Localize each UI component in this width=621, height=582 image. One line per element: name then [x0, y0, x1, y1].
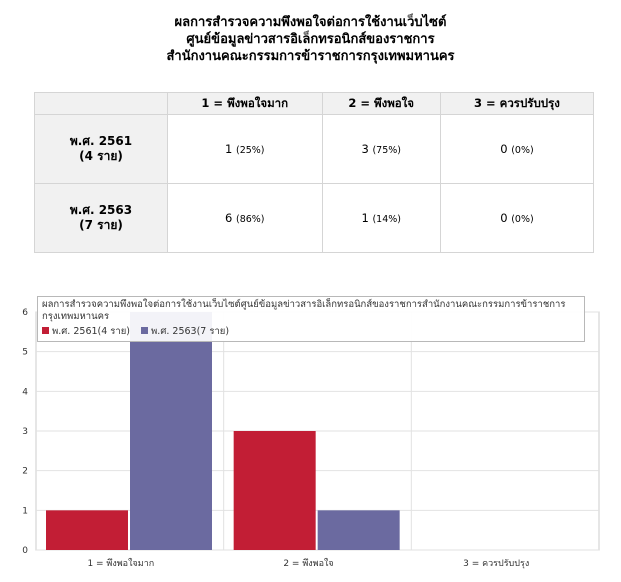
- y-tick-label: 4: [22, 387, 28, 398]
- table-row: [35, 115, 594, 184]
- table-cell: [168, 184, 323, 253]
- cell-value: 1: [361, 211, 369, 225]
- y-tick-label: 1: [22, 506, 28, 517]
- cell-percent: (0%): [511, 145, 534, 156]
- table-header-cell: 1 = พึงพอใจมาก: [168, 93, 323, 115]
- legend-label: พ.ศ. 2563(7 ราย): [151, 326, 230, 337]
- cell-value: 3: [361, 142, 369, 156]
- y-tick-label: 6: [22, 308, 28, 318]
- bar: [234, 431, 316, 550]
- x-tick-label: 1 = พึงพอใจมาก: [87, 559, 155, 569]
- cell-value: 1: [225, 142, 233, 156]
- legend-item: [141, 326, 229, 338]
- table-row: [35, 184, 594, 253]
- row-label: [35, 115, 168, 184]
- table-header-corner: [35, 93, 168, 115]
- bar: [130, 312, 212, 550]
- table-cell: [440, 115, 593, 184]
- results-table: [34, 92, 594, 253]
- row-year: พ.ศ. 2563: [69, 203, 133, 217]
- title-line-2: ศูนย์ข้อมูลข่าวสารอิเล็กทรอนิกส์ของราชการ: [186, 32, 435, 47]
- cell-percent: (75%): [372, 145, 401, 156]
- row-count: (7 ราย): [79, 218, 123, 232]
- cell-percent: (25%): [235, 145, 265, 156]
- chart-title: ผลการสำรวจความพึงพอใจต่อการใช้งานเว็บไซต์ศูนย์ข้อมูลข่าวสารอิเล็กทรอนิกส์ของราชการสำนักงานคณะกรรมการข้าราชการกรุงเทพมหานคร: [42, 299, 566, 322]
- legend-swatch: [42, 327, 49, 334]
- bar: [318, 510, 400, 550]
- row-year: พ.ศ. 2561: [69, 134, 133, 148]
- title-line-1: ผลการสำรวจความพึงพอใจต่อการใช้งานเว็บไซต์: [174, 15, 447, 30]
- cell-percent: (86%): [235, 214, 265, 225]
- cell-value: 0: [500, 142, 508, 156]
- legend-swatch: [141, 327, 148, 334]
- chart-container: [3, 288, 617, 580]
- cell-percent: (0%): [511, 214, 534, 225]
- table-cell: [440, 184, 593, 253]
- cell-value: 0: [500, 211, 508, 225]
- table-cell: [322, 184, 440, 253]
- bar: [46, 510, 128, 550]
- x-tick-label: 3 = ควรปรับปรุง: [463, 559, 530, 569]
- title-line-3: สำนักงานคณะกรรมการข้าราชการกรุงเทพมหานคร: [166, 49, 455, 64]
- legend-label: พ.ศ. 2561(4 ราย): [52, 326, 131, 337]
- table-cell: [168, 115, 323, 184]
- y-tick-label: 5: [22, 347, 28, 358]
- table-header-cell: 3 = ควรปรับปรุง: [440, 93, 593, 115]
- table-cell: [322, 115, 440, 184]
- row-count: (4 ราย): [79, 149, 123, 163]
- table-header-cell: 2 = พึงพอใจ: [322, 93, 440, 115]
- y-tick-label: 0: [22, 546, 28, 556]
- page-titles: [0, 14, 621, 65]
- y-tick-label: 3: [22, 427, 28, 437]
- chart-legend: [37, 296, 585, 342]
- table-header-row: [35, 93, 594, 115]
- y-tick-label: 2: [22, 466, 28, 477]
- legend-item: [42, 326, 130, 338]
- x-tick-label: 2 = พึงพอใจ: [283, 559, 334, 569]
- cell-percent: (14%): [372, 214, 401, 225]
- row-label: [35, 184, 168, 253]
- cell-value: 6: [225, 211, 233, 225]
